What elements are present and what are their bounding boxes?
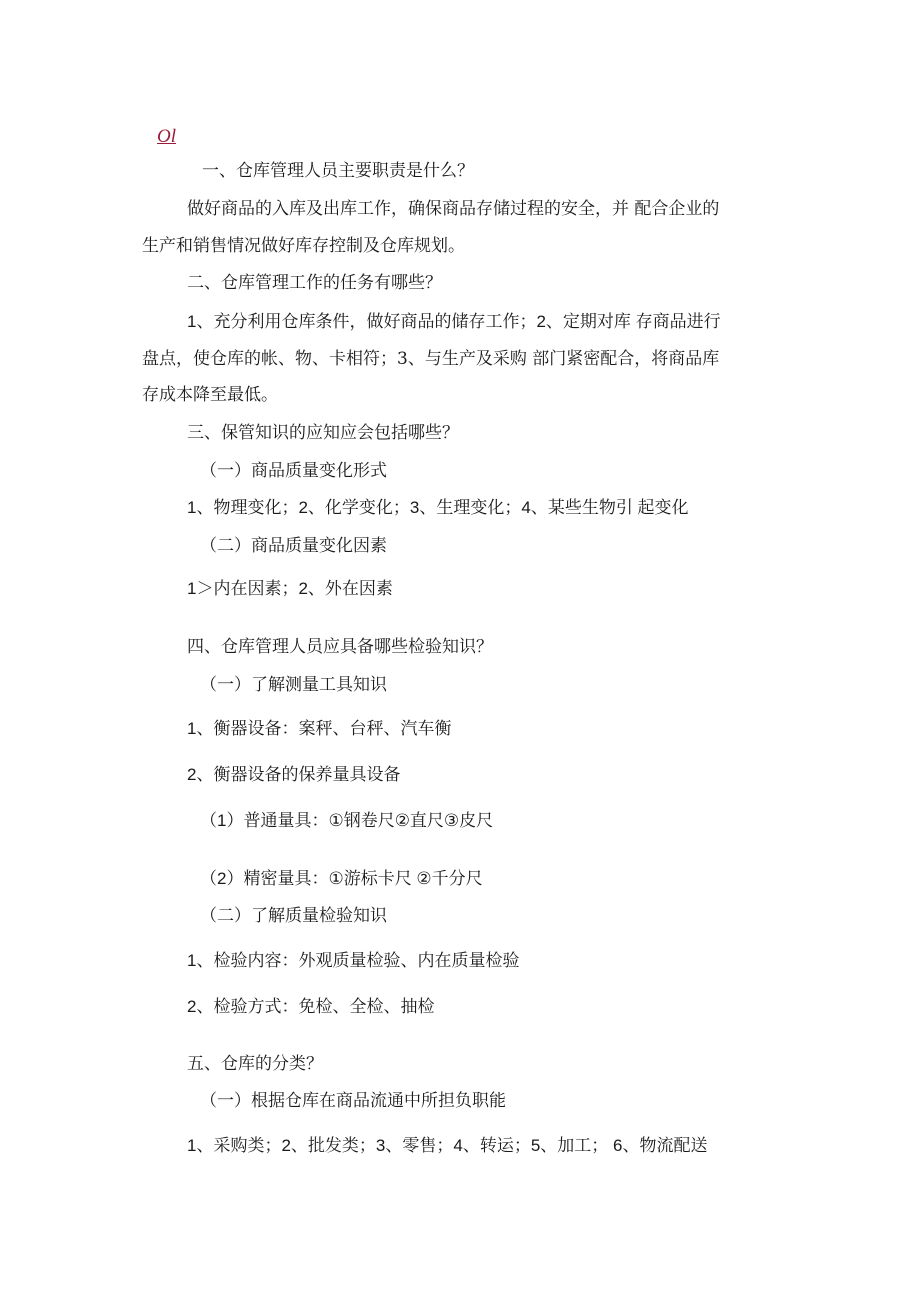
heading-3: 三、保管知识的应知应会包括哪些？: [187, 423, 459, 443]
list-line: （2）精密量具：①游标卡尺 ②千分尺: [200, 869, 483, 888]
heading-4: 四、仓库管理人员应具备哪些检验知识？: [187, 637, 493, 657]
subheading: （一）商品质量变化形式: [200, 461, 387, 481]
list-line: （1）普通量具：①钢卷尺②直尺③皮尺: [200, 811, 494, 830]
heading-1: 一、仓库管理人员主要职责是什么？: [202, 161, 474, 181]
paragraph-line: 盘点，使仓库的帐、物、卡相符；3、与生产及采购 部门紧密配合，将商品库: [142, 349, 720, 369]
list-line: 1、衡器设备：案秤、台秤、汽车衡: [187, 719, 452, 738]
page-mark: Ol: [157, 126, 176, 147]
list-line: 1、物理变化；2、化学变化；3、生理变化；4、某些生物引 起变化: [187, 498, 689, 517]
paragraph-line: 做好商品的入库及出库工作，确保商品存储过程的安全，并 配合企业的: [187, 199, 720, 219]
heading-2: 二、仓库管理工作的任务有哪些？: [187, 273, 442, 293]
subheading: （一）了解测量工具知识: [200, 675, 387, 695]
list-line: 1、检验内容：外观质量检验、内在质量检验: [187, 951, 520, 970]
subheading: （二）了解质量检验知识: [200, 906, 387, 926]
list-line: 1、采购类；2、批发类；3、零售；4、转运；5、加工； 6、物流配送: [187, 1136, 708, 1155]
subheading: （二）商品质量变化因素: [200, 536, 387, 556]
heading-5: 五、仓库的分类？: [187, 1054, 323, 1074]
paragraph-line: 生产和销售情况做好库存控制及仓库规划。: [142, 236, 465, 256]
paragraph-line: 1、充分利用仓库条件，做好商品的储存工作；2、定期对库 存商品进行: [187, 312, 721, 331]
list-line: 1＞内在因素；2、外在因素: [187, 579, 393, 598]
list-line: 2、检验方式：免检、全检、抽检: [187, 997, 435, 1016]
paragraph-line: 存成本降至最低。: [142, 385, 278, 405]
list-line: 2、衡器设备的保养量具设备: [187, 765, 401, 784]
subheading: （一）根据仓库在商品流通中所担负职能: [200, 1091, 506, 1111]
